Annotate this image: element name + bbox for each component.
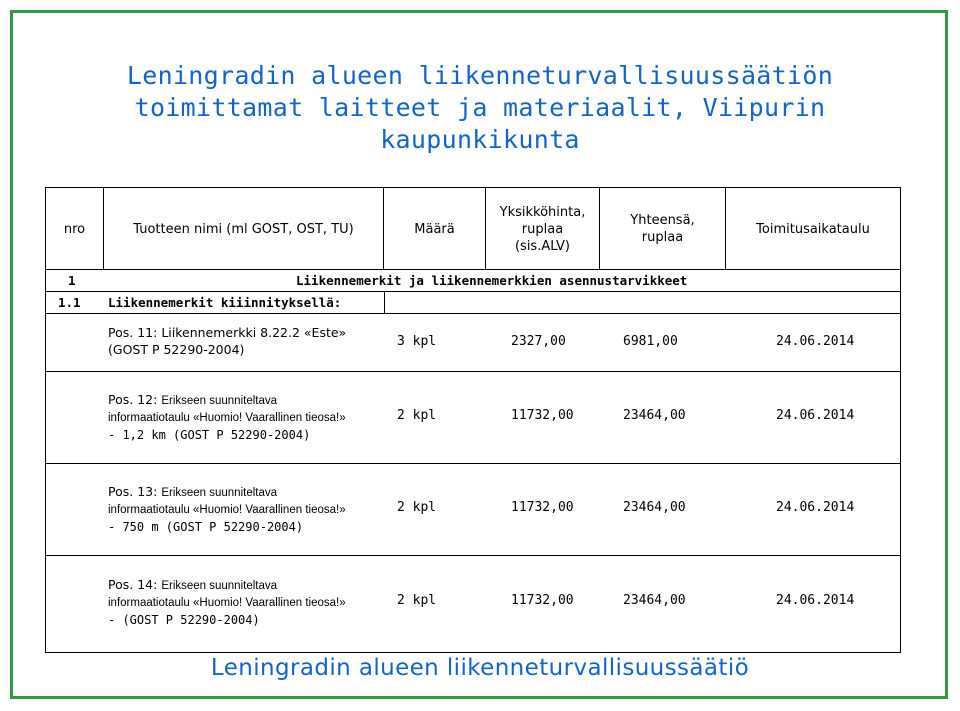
row-total: 23464,00 bbox=[623, 593, 686, 608]
row-position: Pos. 13: bbox=[108, 484, 158, 499]
header-unit-price-line: ruplaa bbox=[521, 221, 564, 237]
row-unit-price: 11732,00 bbox=[511, 500, 574, 515]
row-quantity: 3 kpl bbox=[397, 334, 437, 349]
row-desc-line3: - 750 m (GOST P 52290-2004) bbox=[108, 520, 304, 534]
table-header bbox=[46, 188, 900, 270]
equipment-table bbox=[45, 187, 901, 653]
header-unit-price bbox=[486, 188, 600, 270]
row-delivery-date: 24.06.2014 bbox=[776, 593, 855, 608]
footer-organization-name: Leningradin alueen liikenneturvallisuussäätiö bbox=[210, 655, 750, 681]
table-row bbox=[46, 556, 900, 652]
row-desc-line2: informaatiotaulu «Huomio! Vaarallinen tieosa!» bbox=[108, 412, 346, 424]
row-desc-line1: Liikennemerkki 8.22.2 «Este» bbox=[161, 325, 347, 340]
header-nro: nro bbox=[46, 188, 104, 270]
row-unit-price: 2327,00 bbox=[511, 334, 566, 349]
header-total bbox=[600, 188, 726, 270]
header-unit-price-line: Yksikköhinta, bbox=[499, 204, 586, 220]
row-total: 23464,00 bbox=[623, 500, 686, 515]
row-description bbox=[108, 576, 346, 629]
title-line-3: kaupunkikunta bbox=[380, 125, 580, 154]
header-total-line: ruplaa bbox=[641, 230, 684, 245]
section-number: 1 bbox=[68, 273, 76, 288]
row-unit-price: 11732,00 bbox=[511, 593, 574, 608]
page-title bbox=[60, 60, 900, 156]
section-number: 1.1 bbox=[58, 295, 81, 310]
table-row bbox=[46, 464, 900, 556]
header-total-line: Yhteensä, bbox=[630, 213, 695, 228]
section-label: Liikennemerkit kiiinnityksellä: bbox=[108, 295, 342, 310]
header-product-name: Tuotteen nimi (ml GOST, OST, TU) bbox=[104, 188, 384, 270]
row-total: 23464,00 bbox=[623, 408, 686, 423]
row-desc-line1: Erikseen suunniteltava bbox=[161, 580, 278, 592]
table-row bbox=[46, 372, 900, 464]
row-desc-line1: Erikseen suunniteltava bbox=[161, 395, 278, 407]
table-row bbox=[46, 314, 900, 372]
row-delivery-date: 24.06.2014 bbox=[776, 500, 855, 515]
row-position: Pos. 14: bbox=[108, 577, 158, 592]
row-unit-price: 11732,00 bbox=[511, 408, 574, 423]
row-quantity: 2 kpl bbox=[397, 593, 437, 608]
section-row-1 bbox=[46, 270, 900, 292]
row-total: 6981,00 bbox=[623, 334, 678, 349]
row-quantity: 2 kpl bbox=[397, 408, 437, 423]
row-desc-line2: informaatiotaulu «Huomio! Vaarallinen tieosa!» bbox=[108, 597, 346, 609]
section-divider bbox=[384, 292, 385, 313]
row-desc-line3: - 1,2 km (GOST P 52290-2004) bbox=[108, 428, 311, 442]
section-row-1-1 bbox=[46, 292, 900, 314]
title-line-2: toimittamat laitteet ja materiaalit, Viipurin bbox=[134, 93, 826, 122]
header-unit-price-line: (sis.ALV) bbox=[514, 238, 571, 254]
row-description bbox=[108, 324, 346, 358]
row-position: Pos. 11: bbox=[108, 325, 158, 340]
row-description bbox=[108, 391, 346, 444]
header-quantity: Määrä bbox=[384, 188, 486, 270]
header-schedule: Toimitusaikataulu bbox=[756, 221, 870, 237]
row-desc-line1: Erikseen suunniteltava bbox=[161, 487, 278, 499]
title-line-1: Leningradin alueen liikenneturvallisuussäätiön bbox=[126, 61, 834, 90]
row-desc-line2: informaatiotaulu «Huomio! Vaarallinen tieosa!» bbox=[108, 504, 346, 516]
row-quantity: 2 kpl bbox=[397, 500, 437, 515]
row-delivery-date: 24.06.2014 bbox=[776, 408, 855, 423]
row-desc-line2: (GOST P 52290-2004) bbox=[108, 342, 245, 357]
section-label: Liikennemerkit ja liikennemerkkien asennustarvikkeet bbox=[296, 273, 688, 288]
row-delivery-date: 24.06.2014 bbox=[776, 334, 855, 349]
row-description bbox=[108, 483, 346, 536]
row-desc-line3: - (GOST P 52290-2004) bbox=[108, 613, 260, 627]
row-position: Pos. 12: bbox=[108, 392, 158, 407]
